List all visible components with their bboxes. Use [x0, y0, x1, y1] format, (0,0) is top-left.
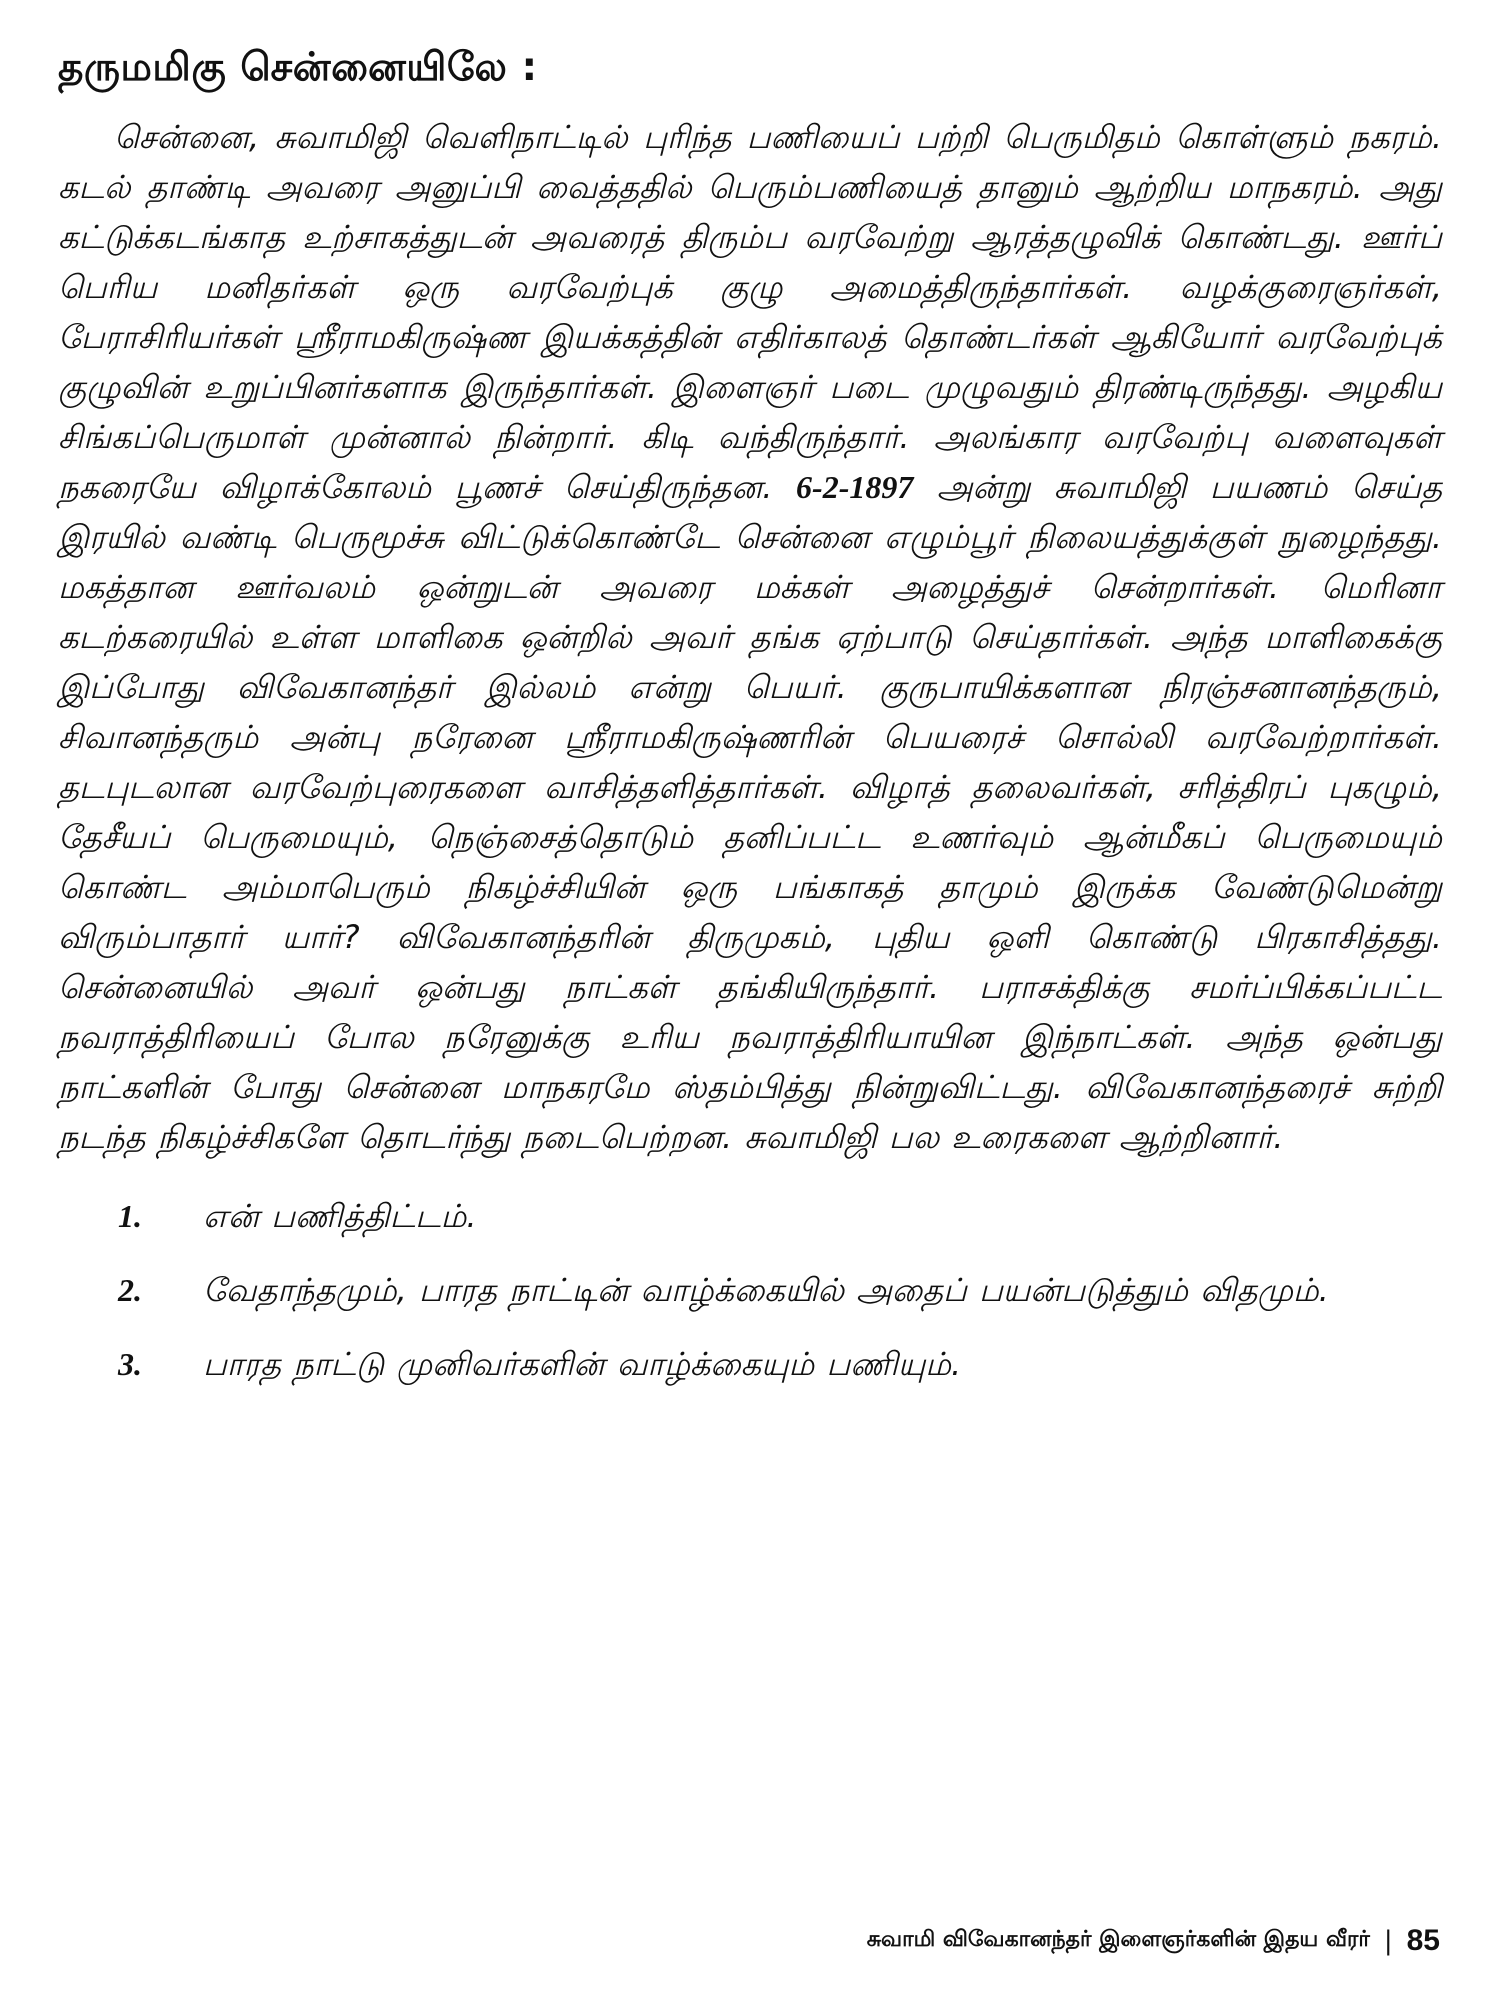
list-item-text: பாரத நாட்டு முனிவர்களின் வாழ்க்கையும் பணியும். [203, 1345, 962, 1383]
book-page [58, 38, 1442, 1958]
list-item [58, 1192, 1442, 1240]
section-heading: தருமமிகு சென்னையிலே : [58, 45, 538, 90]
list-item-number: 3. [118, 1346, 142, 1382]
page-number: 85 [1406, 1924, 1440, 1957]
lecture-list [58, 1192, 1442, 1388]
paragraph-text-after-date: அன்று சுவாமிஜி பயணம் செய்த இரயில் வண்டி பெருமூச்சு விட்டுக்கொண்டே சென்னை எழும்பூர் நிலையத்துக்குள் நுழைந்தது. மகத்தான ஊர்வலம் ஒன்றுடன் அவரை மக்கள் அழைத்துச் சென்றார்கள். மெரினா கடற்கரையில் உள்ள மாளிகை ஒன்றில் அவர் தங்க ஏற்பாடு செய்தார்கள். அந்த மாளிகைக்கு இப்போது விவேகானந்தர் இல்லம் என்று பெயர். குருபாயிக்களான நிரஞ்சனானந்தரும், சிவானந்தரும் அன்பு நரேனை ஸ்ரீராமகிருஷ்ணரின் பெயரைச் சொல்லி வரவேற்றார்கள். தடபுடலான வரவேற்புரைகளை வாசித்தளித்தார்கள். விழாத் தலைவர்கள், சரித்திரப் புகழும், தேசீயப் பெருமையும், நெஞ்சைத்தொடும் தனிப்பட்ட உணர்வும் ஆன்மீகப் பெருமையும் கொண்ட அம்மாபெரும் நிகழ்ச்சியின் ஒரு பங்காகத் தாமும் இருக்க வேண்டுமென்று விரும்பாதார் யார்? விவேகானந்தரின் திருமுகம், புதிய ஒளி கொண்டு பிரகாசித்தது. சென்னையில் அவர் ஒன்பது நாட்கள் தங்கியிருந்தார். பராசக்திக்கு சமர்ப்பிக்கப்பட்ட நவராத்திரியைப் போல நரேனுக்கு உரிய நவராத்திரியாயின இந்நாட்கள். அந்த ஒன்பது நாட்களின் போது சென்னை மாநகரமே ஸ்தம்பித்து நின்றுவிட்டது. விவேகானந்தரைச் சுற்றி நடந்த நிகழ்ச்சிகளே தொடர்ந்து நடைபெற்றன. சுவாமிஜி பல உரைகளை ஆற்றினார். [58, 468, 1443, 1156]
list-item-text: வேதாந்தமும், பாரத நாட்டின் வாழ்க்கையில் அதைப் பயன்படுத்தும் விதமும். [203, 1271, 1329, 1309]
list-item-number: 2. [118, 1272, 142, 1308]
paragraph-text-before-date: சென்னை, சுவாமிஜி வெளிநாட்டில் புரிந்த பணியைப் பற்றி பெருமிதம் கொள்ளும் நகரம். கடல் தாண்டி அவரை அனுப்பி வைத்ததில் பெரும்பணியைத் தானும் ஆற்றிய மாநகரம். அது கட்டுக்கடங்காத உற்சாகத்துடன் அவரைத் திரும்ப வரவேற்று ஆரத்தழுவிக் கொண்டது. ஊர்ப் பெரிய மனிதர்கள் ஒரு வரவேற்புக் குழு அமைத்திருந்தார்கள். வழக்குரைஞர்கள், பேராசிரியர்கள் ஸ்ரீராமகிருஷ்ண இயக்கத்தின் எதிர்காலத் தொண்டர்கள் ஆகியோர் வரவேற்புக் குழுவின் உறுப்பினர்களாக இருந்தார்கள். இளைஞர் படை முழுவதும் திரண்டிருந்தது. அழகிய சிங்கப்பெருமாள் முன்னால் நின்றார். கிடி வந்திருந்தார். அலங்கார வரவேற்பு வளைவுகள் நகரையே விழாக்கோலம் பூணச் செய்திருந்தன. [58, 118, 1442, 506]
list-item-text: என் பணித்திட்டம். [203, 1197, 477, 1235]
page-footer [867, 1924, 1440, 1958]
body-paragraph [58, 112, 1442, 1162]
footer-separator: | [1383, 1926, 1393, 1956]
list-item-number: 1. [118, 1198, 142, 1234]
list-item [58, 1340, 1442, 1388]
footer-book-title: சுவாமி விவேகானந்தர் இளைஞர்களின் இதய வீரர் [866, 1927, 1370, 1952]
arrival-date: 6-2-1897 [796, 469, 914, 505]
list-item [58, 1266, 1442, 1314]
